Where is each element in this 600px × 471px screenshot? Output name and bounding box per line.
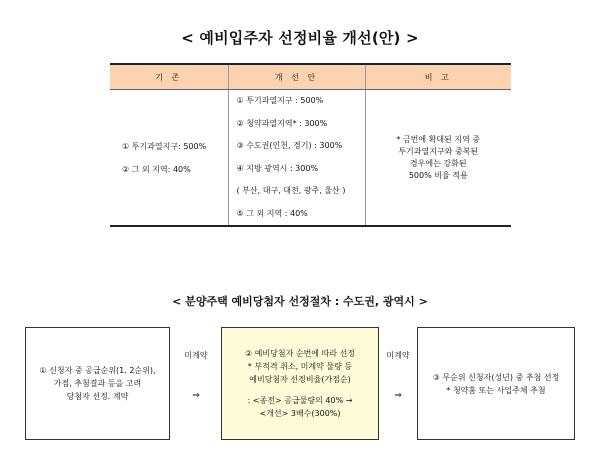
step-text: * 부적격 취소, 미계약 물량 등 (247, 362, 353, 371)
step-box-lottery-selection (417, 327, 575, 440)
existing-item: ① 투기과열지구: 500% (122, 141, 207, 151)
remarks-line: 투기과열지구와 중복된 (398, 146, 479, 156)
table-row (110, 90, 511, 227)
improved-item: ② 청약과열지역* : 300% (236, 118, 328, 128)
step-text: 가점, 추첨결과 등을 고려 (53, 379, 142, 388)
step-box-winner-selection (25, 327, 170, 440)
comparison-table (110, 63, 511, 227)
right-arrow-icon: ⇒ (394, 391, 402, 401)
connector-label: 미계약 (386, 351, 410, 360)
header-existing: 기 존 (110, 64, 228, 90)
right-arrow-icon: ⇒ (192, 391, 200, 401)
remarks-cell (365, 90, 511, 227)
step-box-reserve-selection (221, 327, 379, 440)
header-remarks: 비 고 (365, 64, 511, 90)
improved-item: ③ 수도권(인천, 경기) : 300% (236, 141, 343, 150)
step-text: 예비당첨자 선정비율(가점순) (249, 375, 351, 384)
step-text: 당첨자 선정. 계약 (66, 392, 129, 401)
step-text: <개선> 3배수(300%) (259, 409, 341, 418)
improved-cell (228, 90, 365, 227)
table-header-row (110, 64, 511, 90)
improved-item: ⑤ 그 외 지역 : 40% (236, 208, 308, 218)
connector-label: 미계약 (184, 351, 208, 360)
improved-item: ④ 지방 광역시 : 300% (236, 163, 319, 173)
existing-item: ② 그 외 지역: 40% (122, 164, 191, 174)
step-text: : <종전> 공급물량의 40% → (247, 396, 353, 405)
existing-cell (110, 90, 228, 227)
step-text: ① 신청자 중 공급순위(1. 2순위), (39, 366, 156, 375)
remarks-line: * 금번에 확대된 지역 중 (396, 134, 481, 144)
step-text: ③ 무순위 신청자(성년) 중 추첨 선정 (432, 372, 560, 382)
improved-item: ① 투기과열지구 : 500% (236, 96, 324, 105)
remarks-line: 500% 비율 적용 (408, 170, 468, 180)
process-title: < 분양주택 예비당첨자 선정절차 : 수도권, 광역시 > (172, 295, 428, 308)
page-title: < 예비입주자 선정비율 개선(안) > (181, 29, 419, 47)
improved-item: ( 부산, 대구, 대전, 광주, 울산 ) (236, 186, 346, 195)
header-improved: 개 선 안 (228, 64, 365, 90)
step-text: ② 예비당첨자 순번에 따라 선정 (244, 349, 356, 358)
remarks-line: 경우에는 강화된 (409, 158, 467, 168)
step-text: * 청약홈 또는 사업주체 추첨 (446, 385, 546, 395)
